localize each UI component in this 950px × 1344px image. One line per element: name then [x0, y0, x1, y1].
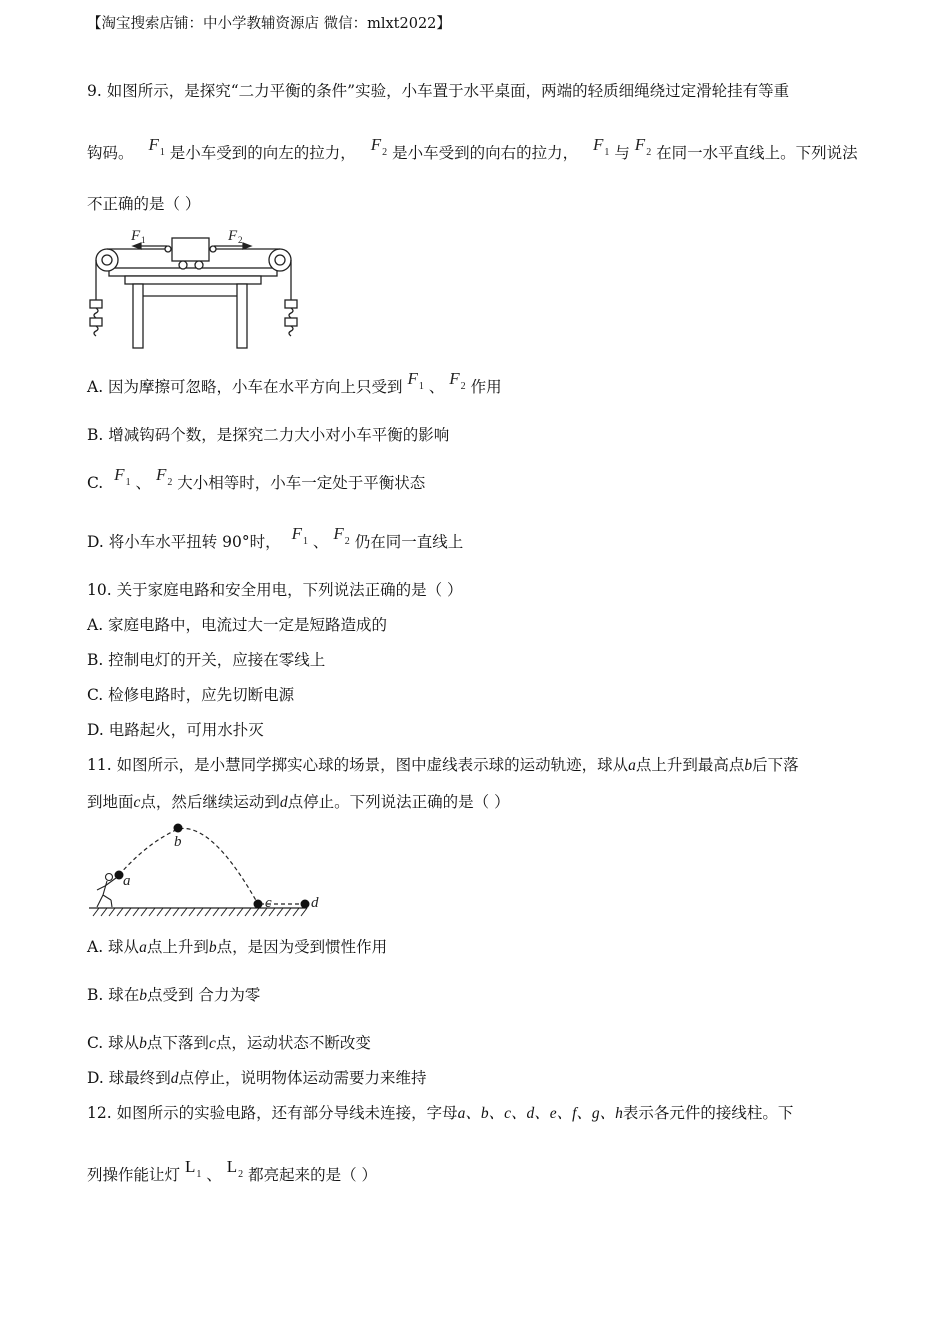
q10-option-c: C. 检修电路时，应先切断电源 — [87, 686, 295, 704]
label-c: c — [265, 895, 272, 911]
symbol-L2: $L_2$ — [226, 1157, 244, 1180]
q11-option-b: B. 球在b点受到 合力为零 — [87, 986, 261, 1004]
svg-text:1: 1 — [141, 235, 146, 245]
symbol-L1: $L_1$ — [184, 1157, 202, 1180]
q9-option-b: B. 增减钩码个数，是探究二力大小对小车平衡的影响 — [87, 426, 450, 444]
symbol-F2: $F_2$ — [155, 465, 173, 488]
q10-option-b: B. 控制电灯的开关，应接在零线上 — [87, 651, 326, 669]
thrower-figure — [97, 874, 116, 908]
ball-d — [301, 900, 310, 909]
symbol-F1: $F_1$ — [407, 369, 424, 392]
q11-option-d: D. 球最终到d点停止，说明物体运动需要力来维持 — [87, 1069, 427, 1087]
symbol-F1: $F_1$ — [291, 524, 308, 547]
q9-stem-line1: 9. 如图所示，是探究“二力平衡的条件”实验，小车置于水平桌面，两端的轻质细绳绕过定滑轮挂有等重 — [87, 82, 790, 100]
page-header: 【淘宝搜索店铺：中小学教辅资源店 微信：mlxt2022】 — [87, 16, 451, 32]
label-b: b — [174, 834, 182, 850]
symbol-F2: $F_2$ — [370, 135, 388, 158]
figure-label-F2: F — [228, 228, 238, 244]
q11-option-c: C. 球从b点下落到c点，运动状态不断改变 — [87, 1034, 371, 1052]
q9-option-d: D. 将小车水平扭转 90°时， $F_1$ 、 $F_2$ 仍在同一直线上 — [87, 524, 464, 551]
q9-stem-line2: 钩码。 $F_1$ 是小车受到的向左的拉力， $F_2$ 是小车受到的向右的拉力， $F_1$ 与 $F_2$ 在同一水平直线上。下列说法 — [87, 135, 858, 162]
symbol-F1: $F_1$ — [148, 135, 165, 158]
ball-c — [254, 900, 263, 909]
symbol-F2: $F_2$ — [449, 369, 466, 392]
label-a: a — [123, 873, 131, 889]
symbol-F2: $F_2$ — [333, 524, 350, 547]
q9-option-c: C. $F_1$ 、 $F_2$ 大小相等时，小车一定处于平衡状态 — [87, 465, 426, 492]
q11-stem-line1: 11. 如图所示，是小慧同学掷实心球的场景，图中虚线表示球的运动轨迹，球从a点上升到最高点b后下落 — [87, 756, 799, 774]
q11-option-a: A. 球从a点上升到b点，是因为受到惯性作用 — [87, 938, 388, 956]
symbol-F1: $F_1$ — [114, 465, 131, 488]
q10-option-a: A. 家庭电路中，电流过大一定是短路造成的 — [87, 616, 388, 634]
q11-ball-trajectory-figure — [87, 818, 327, 920]
label-d: d — [311, 895, 319, 911]
svg-text:2: 2 — [238, 235, 243, 245]
ball-b — [174, 824, 183, 833]
q12-stem-line1: 12. 如图所示的实验电路，还有部分导线未连接，字母a、b、c、d、e、f、g、h表示各元件的接线柱。下 — [87, 1104, 794, 1122]
q9-stem-line3: 不正确的是（ ） — [87, 195, 201, 213]
q12-stem-line2: 列操作能让灯 $L_1$ 、 $L_2$ 都亮起来的是（ ） — [87, 1157, 377, 1184]
q10-stem: 10. 关于家庭电路和安全用电，下列说法正确的是（ ） — [87, 581, 463, 599]
q10-option-d: D. 电路起火，可用水扑灭 — [87, 721, 264, 739]
figure-label-F1: F — [131, 228, 141, 244]
q9-cart-pulley-figure — [87, 224, 302, 354]
symbol-F1: $F_1$ — [593, 135, 610, 158]
q9-option-a: A. 因为摩擦可忽略，小车在水平方向上只受到 $F_1$ 、 $F_2$ 作用 — [87, 369, 502, 396]
symbol-F2: $F_2$ — [634, 135, 652, 158]
q11-stem-line2: 到地面c点，然后继续运动到d点停止。下列说法正确的是（ ） — [87, 793, 510, 811]
